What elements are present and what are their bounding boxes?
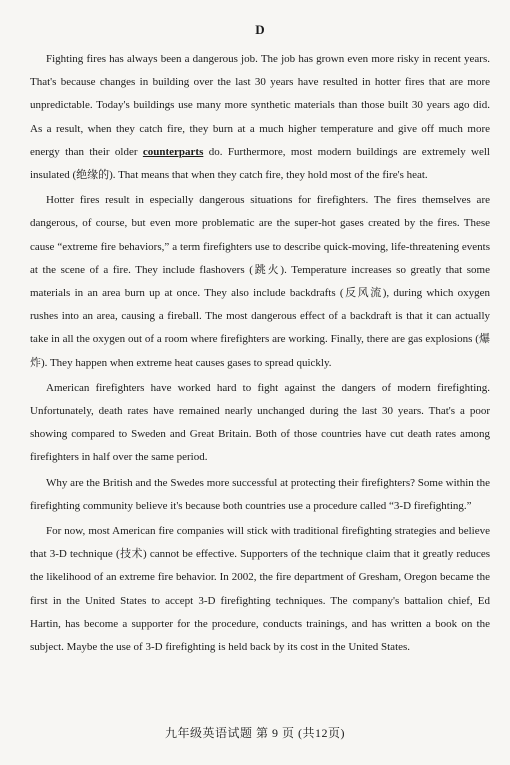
section-heading: D	[255, 22, 265, 37]
page-footer: 九年级英语试题 第 9 页 (共12页)	[165, 726, 345, 740]
paragraph-1-before: Fighting fires has always been a dangerous job. The job has grown even more risky in recent years. That's because changes in building over the last 30 years have resulted in hotter fires that are more unpredictable. Today's buildings use many more synthetic materials than those built 30 years ago did. As a result, when they catch fire, they burn at a much higher temperature and give off much more energy than their older	[30, 53, 490, 158]
paragraph-1	[30, 48, 490, 187]
keyword-counterparts: counterparts	[142, 145, 204, 158]
paragraph-1-after: do. Furthermore, most modern buildings are extremely well insulated (绝缘的). That means that when they catch fire, they hold most of the fire's heat.	[30, 145, 490, 182]
paragraph-4: Why are the British and the Swedes more successful at protecting their firefighters? Some within the firefighting community believe it's because both countries use a procedure called “3-D firefighting.”	[30, 476, 490, 512]
paragraph-2: Hotter fires result in especially dangerous situations for firefighters. The fires themselves are dangerous, of course, but even more problematic are the super-hot gases created by the fires. These cause “extreme fire behaviors,” a term firefighters use to describe quick-moving, life-threatening events at the scene of a fire. They include flashovers (跳火). Temperature increases so greatly that some materials in an area burn up at once. They also include backdrafts (反风流), during which oxygen rushes into an area, causing a fireball. The most dangerous effect of a backdraft is that it can actually take in all the oxygen out of a room where firefighters are working. Finally, there are gas explosions (爆炸). They happen when extreme heat causes gases to spread quickly.	[30, 194, 490, 369]
paragraph-3: American firefighters have worked hard to fight against the dangers of modern firefighting. Unfortunately, death rates have remained nearly unchanged during the last 30 years. That's a poor showing compared to Sweden and Great Britain. Both of those countries have cut death rates among firefighters in half over the same period.	[30, 381, 490, 464]
paragraph-5: For now, most American fire companies will stick with traditional firefighting strategies and believe that 3-D technique (技术) cannot be effective. Supporters of the technique claim that it greatly reduces the likelihood of an extreme fire behavior. In 2002, the fire department of Gresham, Oregon became the first in the United States to accept 3-D firefighting techniques. The company's battalion chief, Ed Hartin, has become a supporter for the procedure, conducts trainings, and has written a book on the subject. Maybe the use of 3-D firefighting is held back by its cost in the United States.	[30, 525, 490, 654]
